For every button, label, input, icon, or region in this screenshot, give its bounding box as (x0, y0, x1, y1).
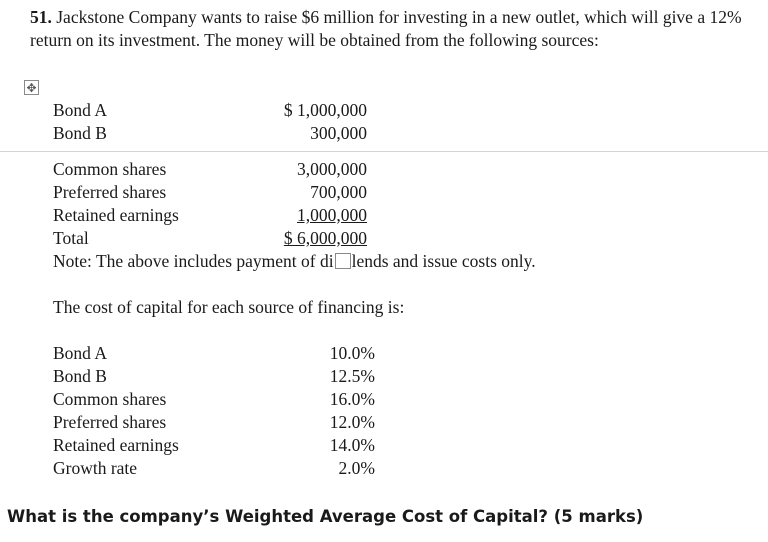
cost-row-bond-b (0, 365, 768, 388)
note-text-before: Note: The above includes payment of di (53, 251, 334, 271)
source-amount: $ 1,000,000 (283, 100, 367, 120)
source-label: Common shares (53, 159, 167, 179)
cost-rate: 12.5% (329, 366, 375, 386)
source-amount: 1,000,000 (297, 205, 367, 225)
cost-row-preferred-shares (0, 411, 768, 434)
cost-label: Common shares (53, 389, 167, 409)
cost-label: Retained earnings (53, 435, 179, 455)
cost-row-bond-a (0, 342, 768, 365)
source-row-preferred-shares (0, 181, 768, 204)
cost-row-retained-earnings (0, 434, 768, 457)
cost-row-growth-rate (0, 457, 768, 480)
source-total-amount: $ 6,000,000 (283, 228, 367, 248)
note-text (53, 250, 536, 273)
wacc-question: What is the company’s Weighted Average Cost of Capital? (5 marks) (7, 507, 644, 526)
note-text-after: lends and issue costs only. (351, 251, 536, 271)
cost-rate: 16.0% (329, 389, 375, 409)
cost-rate: 2.0% (338, 458, 375, 478)
source-row-bond-a (0, 99, 768, 122)
source-amount: 3,000,000 (297, 159, 367, 179)
source-label: Retained earnings (53, 205, 179, 225)
question-intro (30, 6, 760, 52)
source-label: Total (53, 228, 89, 248)
source-label: Bond B (53, 123, 107, 143)
cost-rate: 14.0% (329, 435, 375, 455)
page-divider (0, 151, 768, 152)
cost-label: Growth rate (53, 458, 138, 478)
source-amount: 700,000 (310, 182, 367, 202)
question-number: 51. (30, 7, 52, 27)
source-row-retained-earnings (0, 204, 768, 227)
missing-glyph-box (335, 253, 351, 269)
source-row-common-shares (0, 158, 768, 181)
source-label: Preferred shares (53, 182, 167, 202)
question-intro-text: Jackstone Company wants to raise $6 million for investing in a new outlet, which will give a 12% return on its investment. The money will be obtained from the following sources: (30, 7, 742, 50)
cost-label: Bond B (53, 366, 107, 386)
cost-rate: 10.0% (329, 343, 375, 363)
cost-label: Bond A (53, 343, 107, 363)
table-move-handle-icon[interactable]: ✥ (24, 80, 39, 95)
cost-label: Preferred shares (53, 412, 167, 432)
source-label: Bond A (53, 100, 107, 120)
source-row-total (0, 227, 768, 250)
cost-row-common-shares (0, 388, 768, 411)
source-amount: 300,000 (310, 123, 367, 143)
source-row-bond-b (0, 122, 768, 145)
cost-rate: 12.0% (329, 412, 375, 432)
cost-intro-text: The cost of capital for each source of financing is: (53, 297, 405, 317)
